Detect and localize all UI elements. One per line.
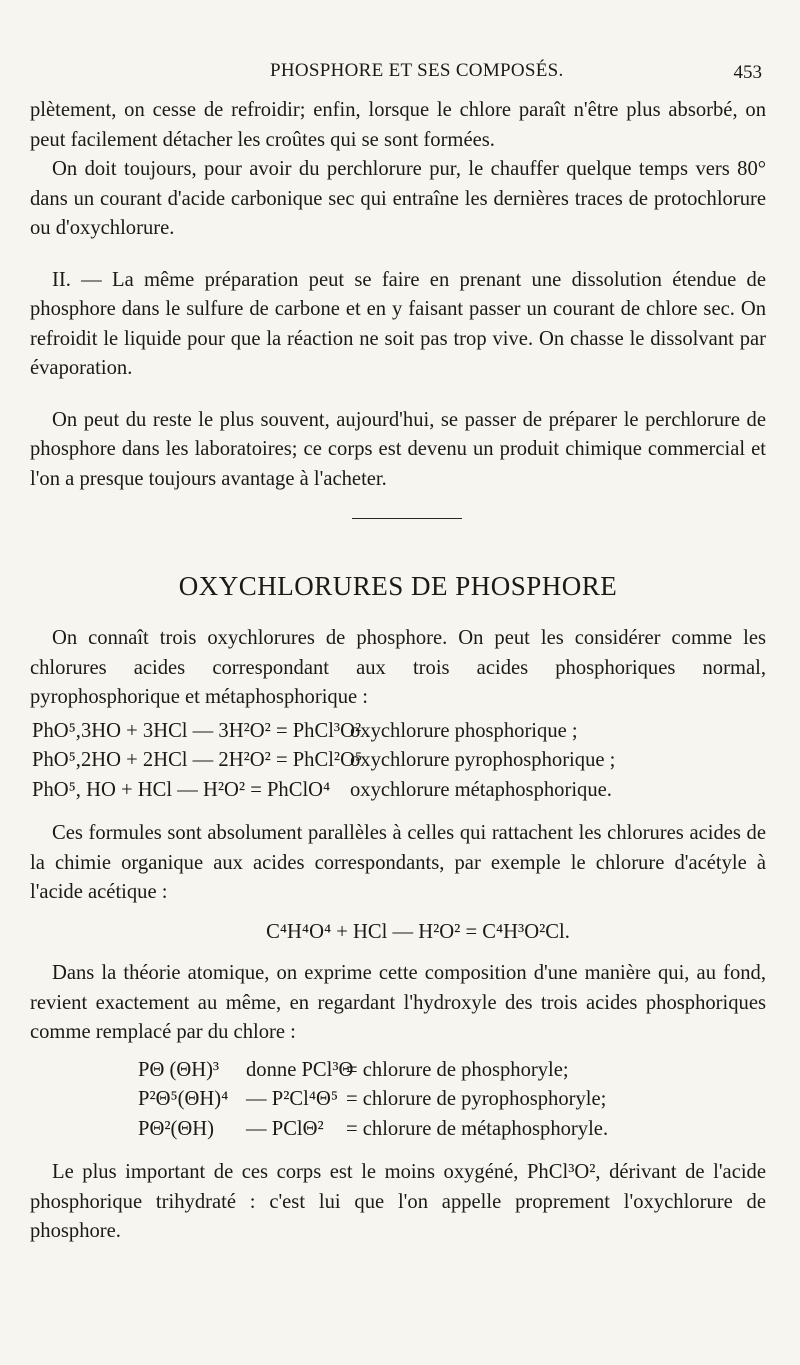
atomic-result: = chlorure de phosphoryle; xyxy=(346,1058,569,1081)
atomic-formula-line xyxy=(138,1115,766,1145)
paragraph-6: Ces formules sont absolument parallèles à celles qui rattachent les chlorures acides de la chimie organique aux acides correspondants, par exemple le chlorure d'acétyle à l'acide acétique : xyxy=(30,822,766,903)
paragraph-1: plètement, on cesse de refroidir; enfin, lorsque le chlore paraît n'être plus absorbé, on peut facilement détacher les croûtes qui se sont formées. xyxy=(30,99,766,151)
formula-line xyxy=(32,776,766,806)
paragraph-8: Le plus important de ces corps est le moins oxygéné, PhCl³O², dérivant de l'acide phosphorique trihydraté : c'est lui que l'on appelle proprement l'oxychlorure de phosphore. xyxy=(30,1161,766,1242)
formula-description: oxychlorure pyrophosphorique ; xyxy=(350,749,616,771)
atomic-middle: — P²Cl⁴Θ⁵ xyxy=(246,1088,339,1110)
formula-line xyxy=(32,746,766,776)
atomic-formula: PΘ²(ΘH) xyxy=(138,1117,214,1140)
page-number: 453 xyxy=(733,62,762,83)
formula-line xyxy=(32,717,766,747)
paragraph-3: II. — La même préparation peut se faire en prenant une dissolution étendue de phosphore dans le sulfure de carbone et en y faisant passer un courant de chlore sec. On refroidit le liquide pour que la réaction ne soit pas trop vive. On chasse le dissolvant par évaporation. xyxy=(30,268,766,379)
formula-description: oxychlorure métaphosphorique. xyxy=(350,778,612,801)
paragraph-2: On doit toujours, pour avoir du perchlorure pur, le chauffer quelque temps vers 80° dans un courant d'acide carbonique sec qui entraîne les dernières traces de protochlorure ou d'oxychlorure. xyxy=(30,158,766,239)
atomic-middle: — PClΘ² xyxy=(246,1117,324,1140)
atomic-result: = chlorure de métaphosphoryle. xyxy=(346,1117,609,1140)
section-title: OXYCHLORURES DE PHOSPHORE xyxy=(178,571,618,601)
atomic-formula-line xyxy=(138,1085,766,1115)
paragraph-4: On peut du reste le plus souvent, aujourd'hui, se passer de préparer le perchlorure de phosphore dans les laboratoires; ce corps est devenu un produit chimique commercial et l'on a presque toujours avantage à l'acheter. xyxy=(30,408,766,490)
running-title: PHOSPHORE ET SES COMPOSÉS. xyxy=(270,60,564,81)
formula-description: oxychlorure phosphorique ; xyxy=(350,719,578,742)
equivalent-formula-block xyxy=(32,717,766,806)
atomic-formula: PΘ (ΘH)³ xyxy=(138,1058,220,1081)
acetyl-formula: C⁴H⁴O⁴ + HCl — H²O² = C⁴H³O²Cl. xyxy=(266,920,570,943)
paragraph-5: On connaît trois oxychlorures de phosphore. On peut les considérer comme les chlorures acides correspondant aux trois acides phosphoriques normal, pyrophosphorique et métaphosphorique : xyxy=(30,627,766,708)
page-body xyxy=(30,96,766,1247)
atomic-formula-block xyxy=(138,1056,766,1145)
section-divider xyxy=(30,494,766,542)
formula-equation: PhO⁵, HO + HCl — H²O² = PhClO⁴ xyxy=(32,778,331,801)
paragraph-7: Dans la théorie atomique, on exprime cette composition d'une manière qui, au fond, revient exactement au même, en regardant l'hydroxyle des trois acides phosphoriques comme remplacé par du chlore : xyxy=(30,962,766,1043)
atomic-formula-line xyxy=(138,1056,766,1086)
formula-equation: PhO⁵,3HO + 3HCl — 3H²O² = PhCl³O² xyxy=(32,719,362,742)
atomic-formula: P²Θ⁵(ΘH)⁴ xyxy=(138,1088,229,1110)
atomic-result: = chlorure de pyrophosphoryle; xyxy=(346,1088,607,1110)
page-header xyxy=(0,60,800,90)
atomic-middle: donne PCl³Θ xyxy=(246,1058,354,1081)
formula-equation: PhO⁵,2HO + 2HCl — 2H²O² = PhCl²O⁵ xyxy=(32,749,363,771)
